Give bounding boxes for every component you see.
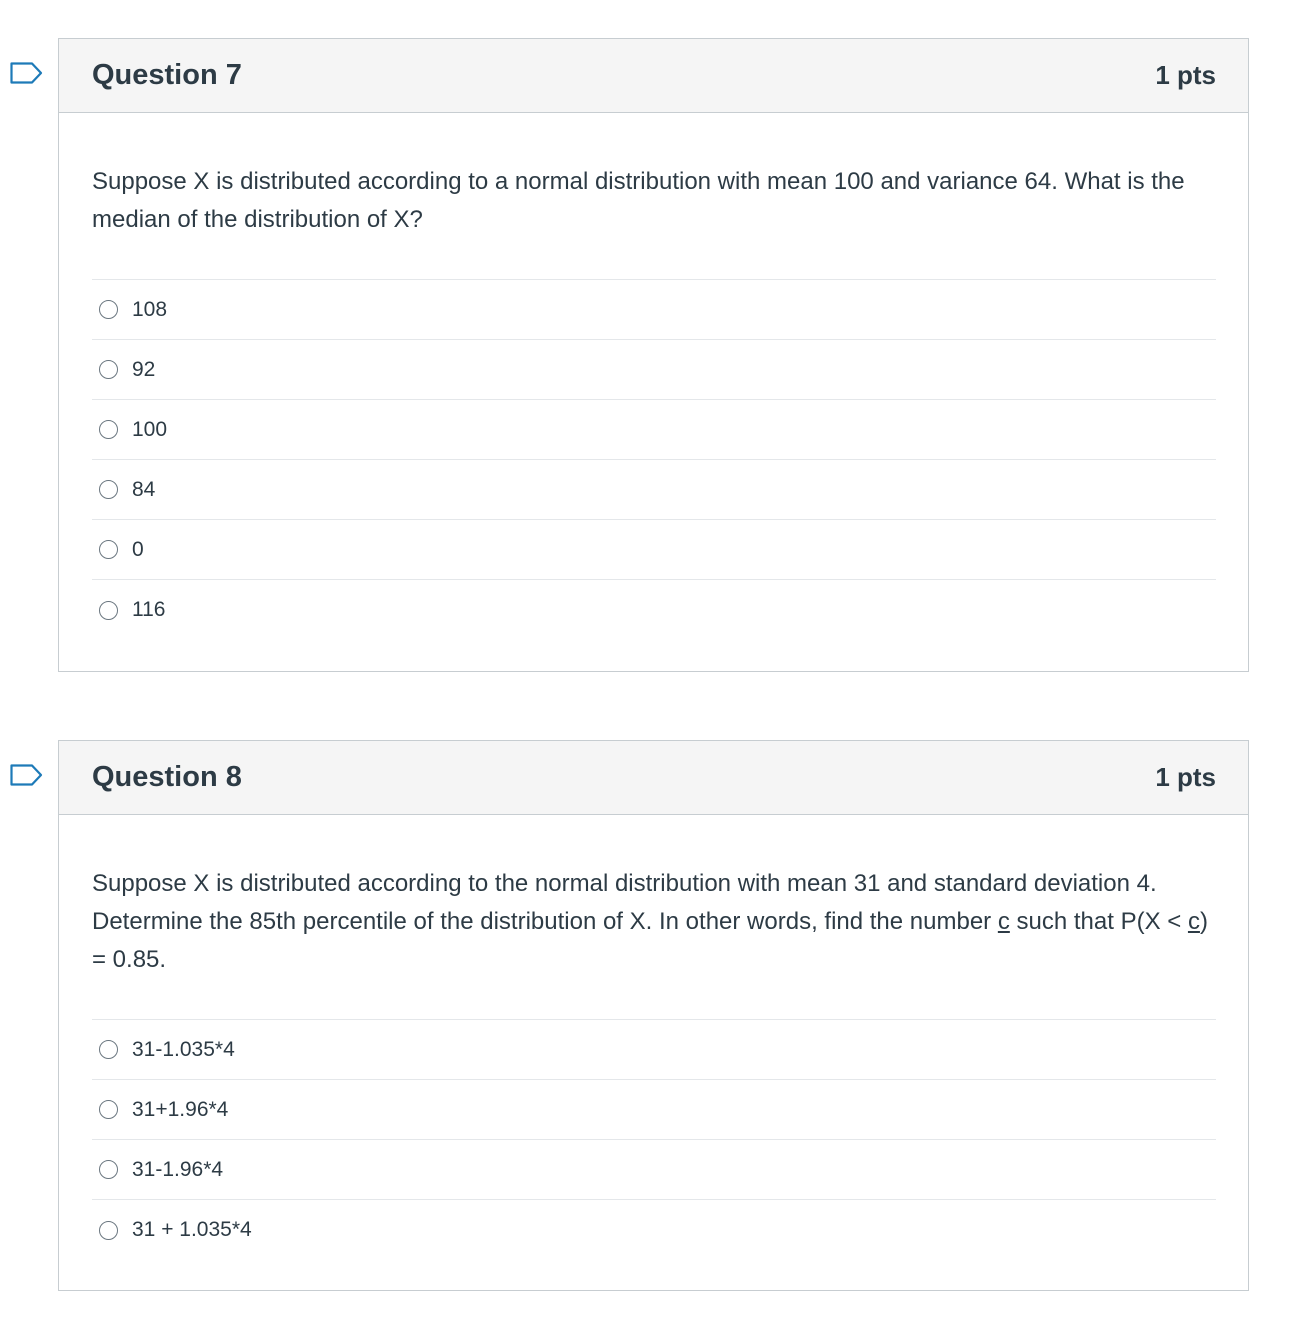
answer-option[interactable]: [92, 1200, 1216, 1260]
radio-button[interactable]: [99, 1160, 118, 1179]
answer-label: 31 + 1.035*4: [132, 1218, 252, 1241]
question-text-part: such that P(X <: [1009, 908, 1188, 935]
question-title: Question 7: [92, 59, 242, 91]
question-text: Suppose X is distributed according to a normal distribution with mean 100 and variance 64. What is the median of the distribution of X?: [92, 168, 1185, 233]
answer-label: 0: [132, 537, 144, 561]
answer-label: 108: [132, 297, 168, 321]
answer-option[interactable]: [92, 520, 1216, 580]
radio-button[interactable]: [99, 601, 118, 620]
answer-option[interactable]: [92, 1140, 1216, 1200]
question-7: [58, 38, 1249, 672]
answer-option[interactable]: [92, 1020, 1216, 1080]
answer-label: 84: [132, 477, 156, 501]
answer-option[interactable]: [92, 460, 1216, 520]
answer-list: [92, 279, 1216, 640]
radio-button[interactable]: [99, 540, 118, 559]
answer-label: 31-1.035*4: [132, 1037, 235, 1061]
question-header: [59, 39, 1248, 113]
answer-option[interactable]: [92, 1080, 1216, 1140]
answer-label: 100: [132, 417, 168, 441]
answer-label: 31-1.96*4: [132, 1157, 224, 1181]
flag-question-icon[interactable]: [10, 62, 43, 84]
question-points: 1 pts: [1155, 60, 1216, 90]
answer-option[interactable]: [92, 280, 1216, 340]
radio-button[interactable]: [99, 480, 118, 499]
radio-button[interactable]: [99, 1221, 118, 1240]
question-points: 1 pts: [1155, 762, 1216, 792]
question-8: [58, 740, 1249, 1291]
question-title: Question 8: [92, 761, 242, 793]
flag-question-icon[interactable]: [10, 764, 43, 786]
radio-button[interactable]: [99, 1040, 118, 1059]
question-text-part: ) = 0.85.: [92, 908, 1208, 973]
radio-button[interactable]: [99, 420, 118, 439]
answer-label: 116: [132, 598, 166, 621]
question-text: [92, 865, 1216, 979]
variable-c: c: [1187, 908, 1200, 935]
answer-option[interactable]: [92, 340, 1216, 400]
answer-list: [92, 1019, 1216, 1260]
radio-button[interactable]: [99, 1100, 118, 1119]
answer-label: 31+1.96*4: [132, 1097, 229, 1121]
question-text-part: Suppose X is distributed according to the normal distribution with mean 31 and standard deviation 4. Determine the 85th percentile of the distribution of X. In other words, find the number: [92, 870, 1157, 935]
radio-button[interactable]: [99, 360, 118, 379]
answer-option[interactable]: [92, 580, 1216, 640]
question-header: [59, 741, 1248, 815]
radio-button[interactable]: [99, 300, 118, 319]
answer-label: 92: [132, 357, 156, 381]
variable-c: c: [997, 908, 1010, 935]
answer-option[interactable]: [92, 400, 1216, 460]
